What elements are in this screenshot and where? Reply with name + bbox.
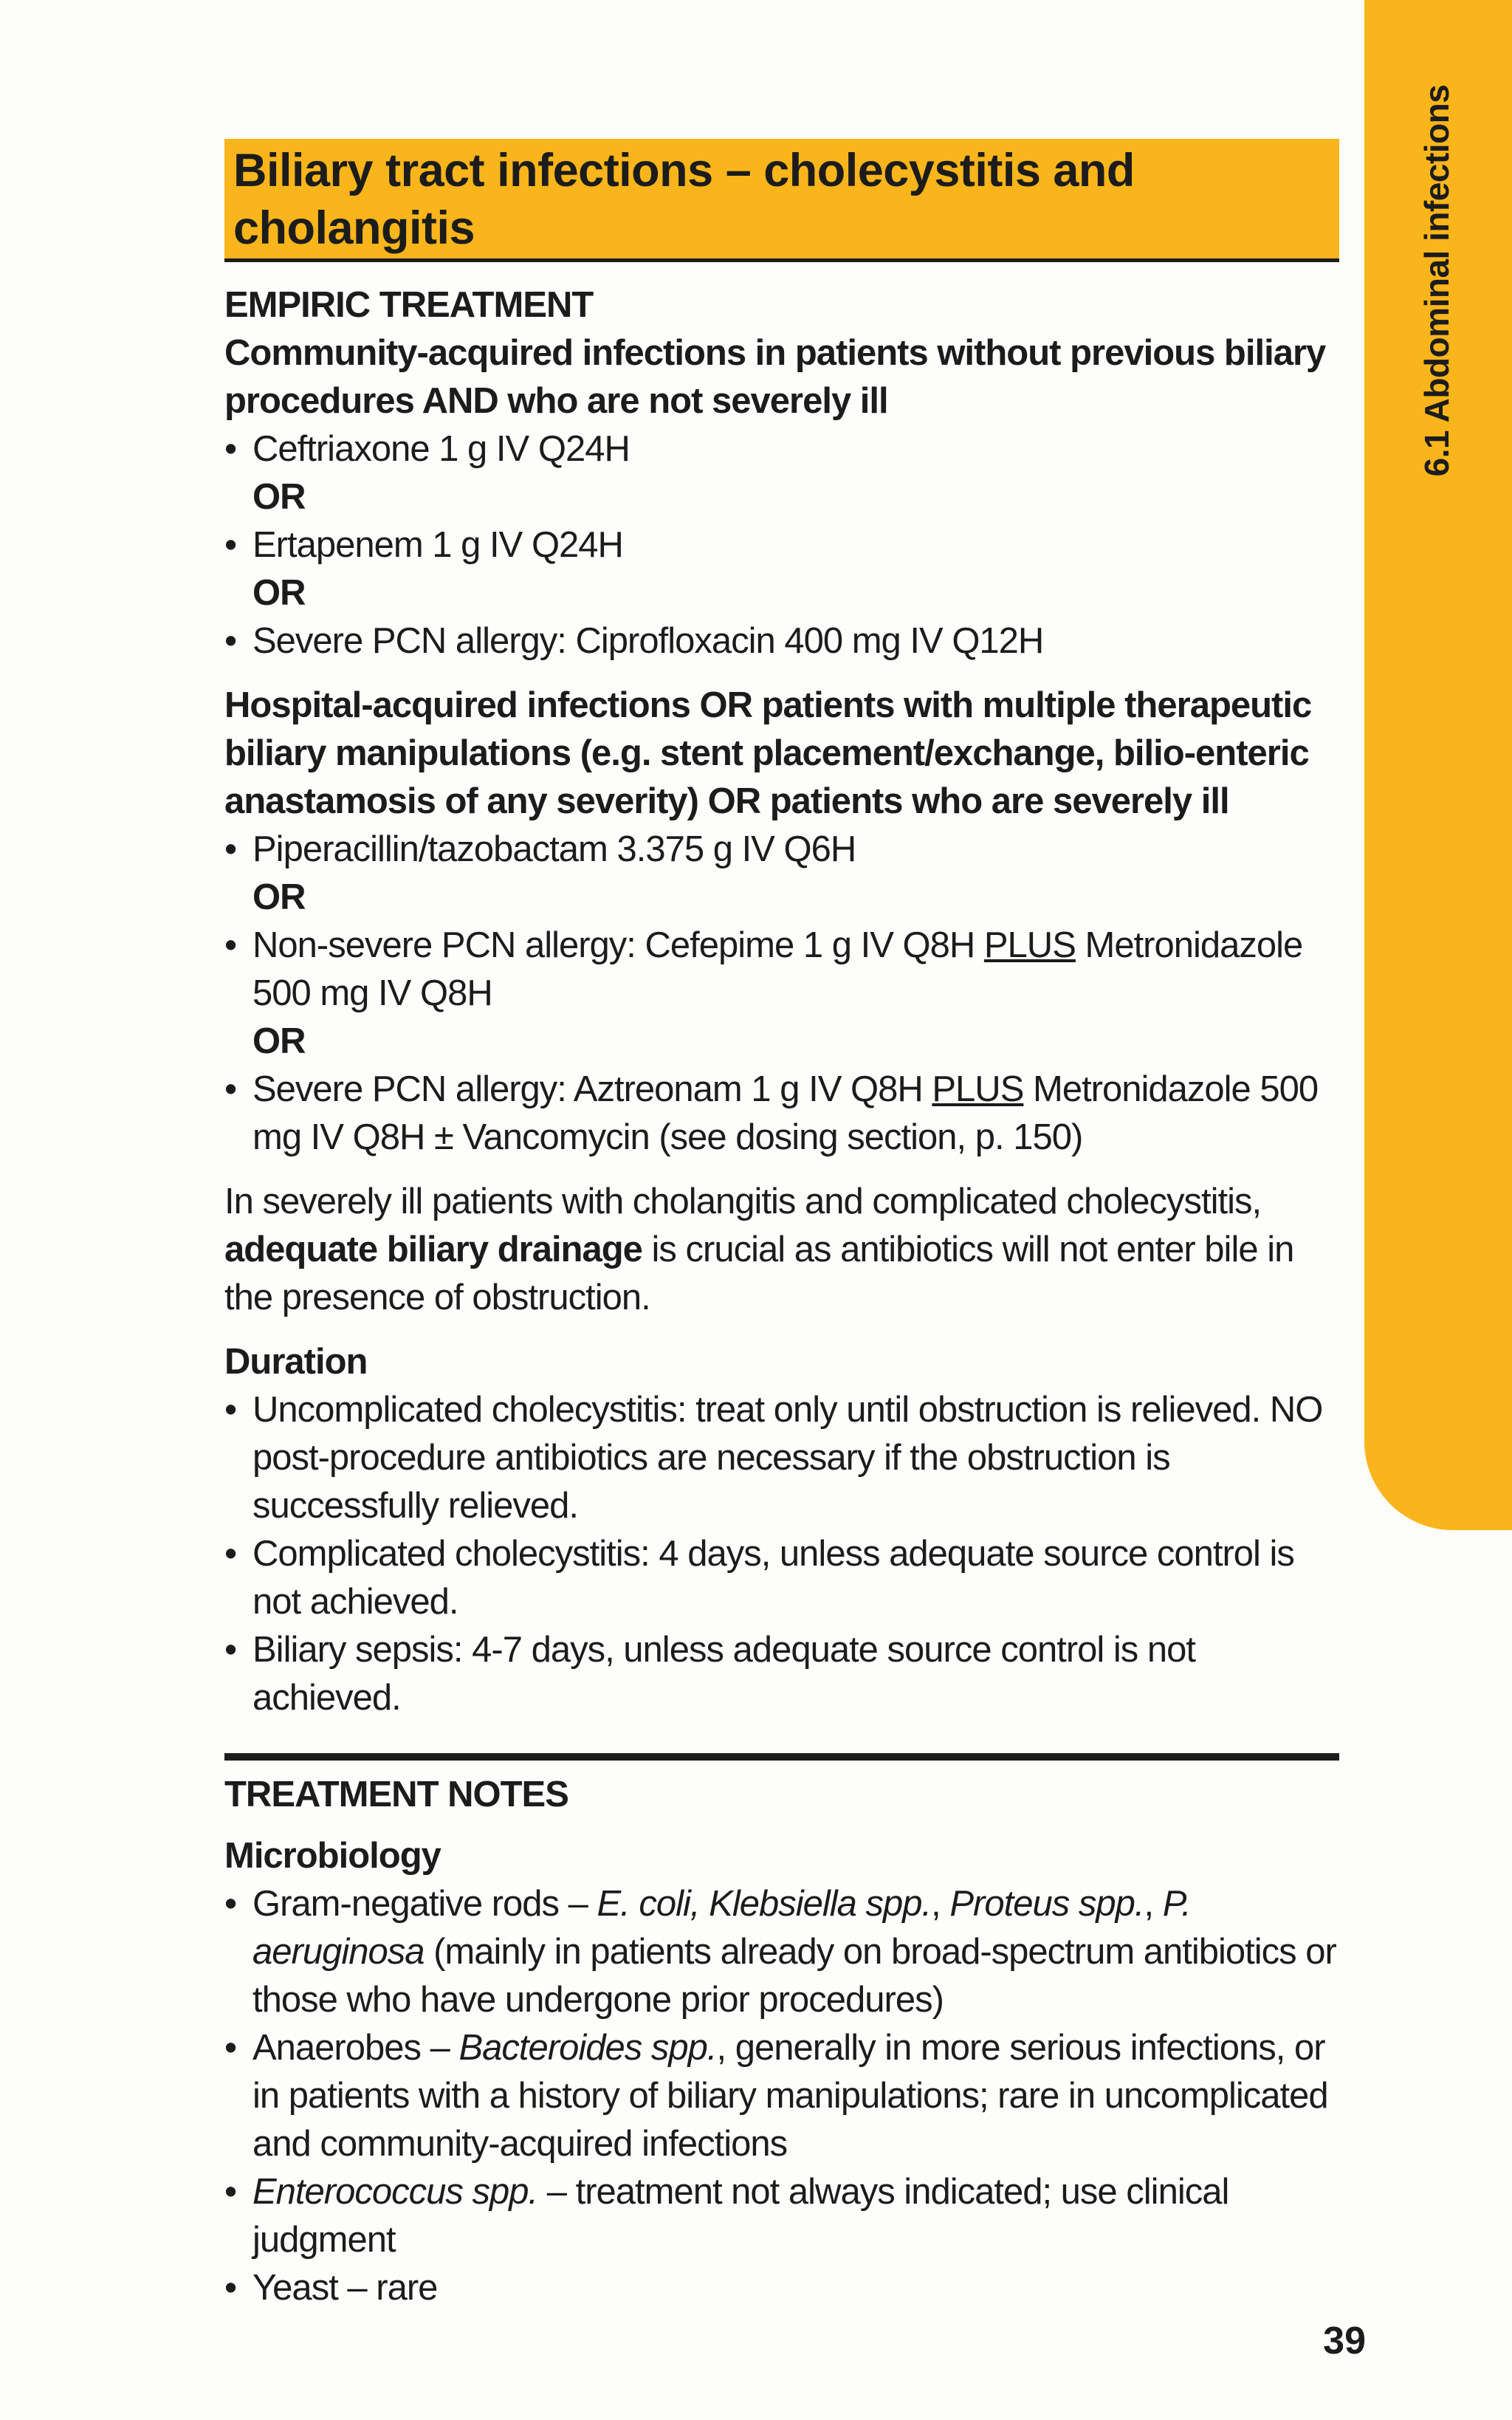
- list-item: [224, 2168, 1339, 2264]
- organism-name: P. aeruginosa: [252, 1884, 1191, 1972]
- or-label: OR: [252, 1021, 306, 1061]
- hospital-list-3: [224, 1066, 1339, 1162]
- plus-label: PLUS: [932, 1069, 1024, 1109]
- list-item: • Ceftriaxone 1 g IV Q24H: [224, 425, 1339, 473]
- organism-name: Proteus spp.: [949, 1884, 1144, 1924]
- duration-list: [224, 1386, 1339, 1722]
- list-item: [224, 1066, 1339, 1162]
- or-label: OR: [252, 573, 306, 613]
- community-list-3: [224, 617, 1339, 665]
- plus-label: PLUS: [983, 925, 1076, 965]
- paragraph-text: is crucial as antibiotics will not enter bile in the presence of obstruction.: [224, 1230, 1294, 1317]
- list-item: • Yeast – rare: [224, 2264, 1339, 2312]
- paragraph-emphasis: adequate biliary drainage: [224, 1230, 642, 1269]
- list-item-text: , generally in more serious infections, or in patients with a history of biliary manipulations; rare in uncomplicated and community-acquired infections: [252, 2028, 1328, 2164]
- page-content: [224, 139, 1339, 2312]
- list-item-text: Metronidazole 500 mg IV Q8H ± Vancomycin (see dosing section, p. 150): [252, 1069, 1319, 1157]
- list-item: [224, 1880, 1339, 2024]
- list-item-text: Severe PCN allergy: Aztreonam 1 g IV Q8H: [252, 1069, 932, 1109]
- list-item: • Ertapenem 1 g IV Q24H: [224, 521, 1339, 569]
- list-item: [224, 922, 1339, 1018]
- list-item-text: (mainly in patients already on broad-spectrum antibiotics or those who have undergone prior procedures): [252, 1932, 1336, 2020]
- community-heading: Community-acquired infections in patients without previous biliary procedures AND who are not severely ill: [224, 333, 1326, 421]
- microbiology-list: [224, 1880, 1339, 2312]
- or-label: OR: [252, 877, 306, 917]
- list-item: • Piperacillin/tazobactam 3.375 g IV Q6H: [224, 826, 1339, 874]
- section-divider: [224, 1753, 1339, 1761]
- organism-name: Bacteroides spp.: [458, 2028, 717, 2068]
- list-item: • Biliary sepsis: 4-7 days, unless adequate source control is not achieved.: [224, 1626, 1339, 1722]
- community-list-2: [224, 521, 1339, 569]
- or-label: OR: [252, 477, 306, 517]
- list-item: • Uncomplicated cholecystitis: treat only until obstruction is relieved. NO post-procedure antibiotics are necessary if the obstruction is successfully relieved.: [224, 1386, 1339, 1530]
- microbiology-heading: Microbiology: [224, 1836, 441, 1876]
- list-item: • Complicated cholecystitis: 4 days, unless adequate source control is not achieved.: [224, 1530, 1339, 1626]
- list-item: [224, 2024, 1339, 2168]
- list-item: • Severe PCN allergy: Ciprofloxacin 400 mg IV Q12H: [224, 617, 1339, 665]
- notes-heading: TREATMENT NOTES: [224, 1775, 568, 1814]
- list-item-text: ,: [931, 1884, 950, 1924]
- community-list: [224, 425, 1339, 473]
- list-item-text: Gram-negative rods –: [252, 1884, 597, 1924]
- organism-name: Enterococcus spp.: [252, 2172, 538, 2212]
- list-item-text: – treatment not always indicated; use clinical judgment: [252, 2172, 1229, 2260]
- list-item-text: Metronidazole 500 mg IV Q8H: [252, 925, 1303, 1013]
- duration-heading: Duration: [224, 1342, 368, 1382]
- page-number: 39: [1323, 2320, 1366, 2362]
- drainage-paragraph: [224, 1178, 1339, 1322]
- list-item-text: Non-severe PCN allergy: Cefepime 1 g IV Q8H: [252, 925, 984, 965]
- paragraph-text: In severely ill patients with cholangitis and complicated cholecystitis,: [224, 1182, 1262, 1221]
- list-item-text: ,: [1144, 1884, 1163, 1924]
- list-item-text: Anaerobes –: [252, 2028, 459, 2068]
- empiric-heading: EMPIRIC TREATMENT: [224, 285, 594, 325]
- hospital-heading: Hospital-acquired infections OR patients with multiple therapeutic biliary manipulations (e.g. stent placement/exchange, bilio-enteric anastamosis of any severity) OR patients who are severely ill: [224, 685, 1312, 821]
- page-title: Biliary tract infections – cholecystitis and cholangitis: [224, 139, 1339, 262]
- chapter-tab-label: 6.1 Abdominal infections: [1418, 84, 1456, 477]
- organism-name: E. coli, Klebsiella spp.: [597, 1884, 932, 1924]
- hospital-list: [224, 826, 1339, 874]
- hospital-list-2: [224, 922, 1339, 1018]
